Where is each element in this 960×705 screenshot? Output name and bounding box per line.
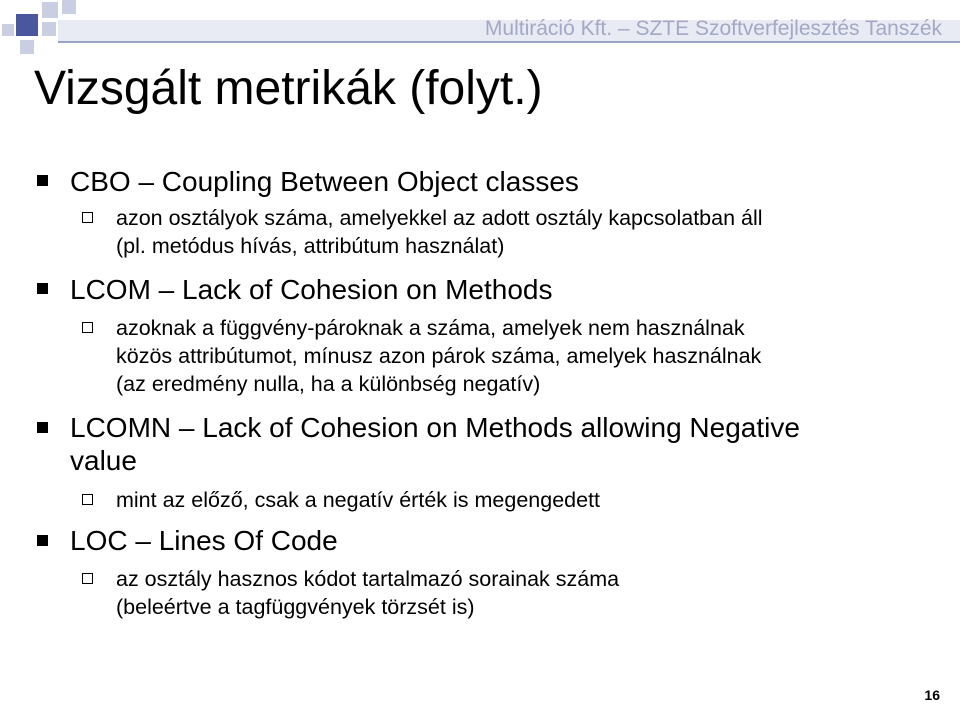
- sub-bullet-line: azon osztályok száma, amelyekkel az adott osztály kapcsolatban áll: [116, 206, 763, 230]
- bullet-square-icon: [37, 422, 48, 433]
- bullet-square-icon: [37, 535, 48, 546]
- bullet-loc: LOC – Lines Of Code: [70, 525, 338, 556]
- header-divider: [58, 41, 960, 43]
- sub-bullet-box-icon: [82, 322, 93, 333]
- sub-bullet-line: az osztály hasznos kódot tartalmazó sorainak száma: [116, 567, 620, 591]
- slide-title: Vizsgált metrikák (folyt.): [34, 62, 543, 115]
- bullet-lcomn: LCOMN – Lack of Cohesion on Methods allowing Negative: [70, 412, 800, 443]
- bullet-lcom: LCOM – Lack of Cohesion on Methods: [70, 274, 553, 305]
- bullet-lcomn-cont: value: [70, 445, 137, 476]
- sub-bullet-line: (pl. metódus hívás, attribútum használat): [116, 234, 505, 258]
- sub-bullet-line: mint az előző, csak a negatív érték is megengedett: [116, 488, 601, 512]
- sub-bullet-box-icon: [82, 573, 93, 584]
- sub-bullet-box-icon: [82, 212, 93, 223]
- sub-bullet-box-icon: [82, 494, 93, 505]
- bullet-cbo: CBO – Coupling Between Object classes: [70, 166, 579, 197]
- bullet-square-icon: [37, 175, 48, 186]
- sub-bullet-line: azoknak a függvény-pároknak a száma, amelyek nem használnak: [116, 316, 745, 340]
- header-org-text: Multiráció Kft. – SZTE Szoftverfejlesztés Tanszék: [484, 17, 942, 40]
- sub-bullet-line: (az eredmény nulla, ha a különbség negatív): [116, 372, 541, 396]
- sub-bullet-line: (beleértve a tagfüggvények törzsét is): [116, 595, 475, 619]
- bullet-square-icon: [37, 283, 48, 294]
- page-number: 16: [924, 687, 940, 703]
- sub-bullet-line: közös attribútumot, mínusz azon párok száma, amelyek használnak: [116, 344, 762, 368]
